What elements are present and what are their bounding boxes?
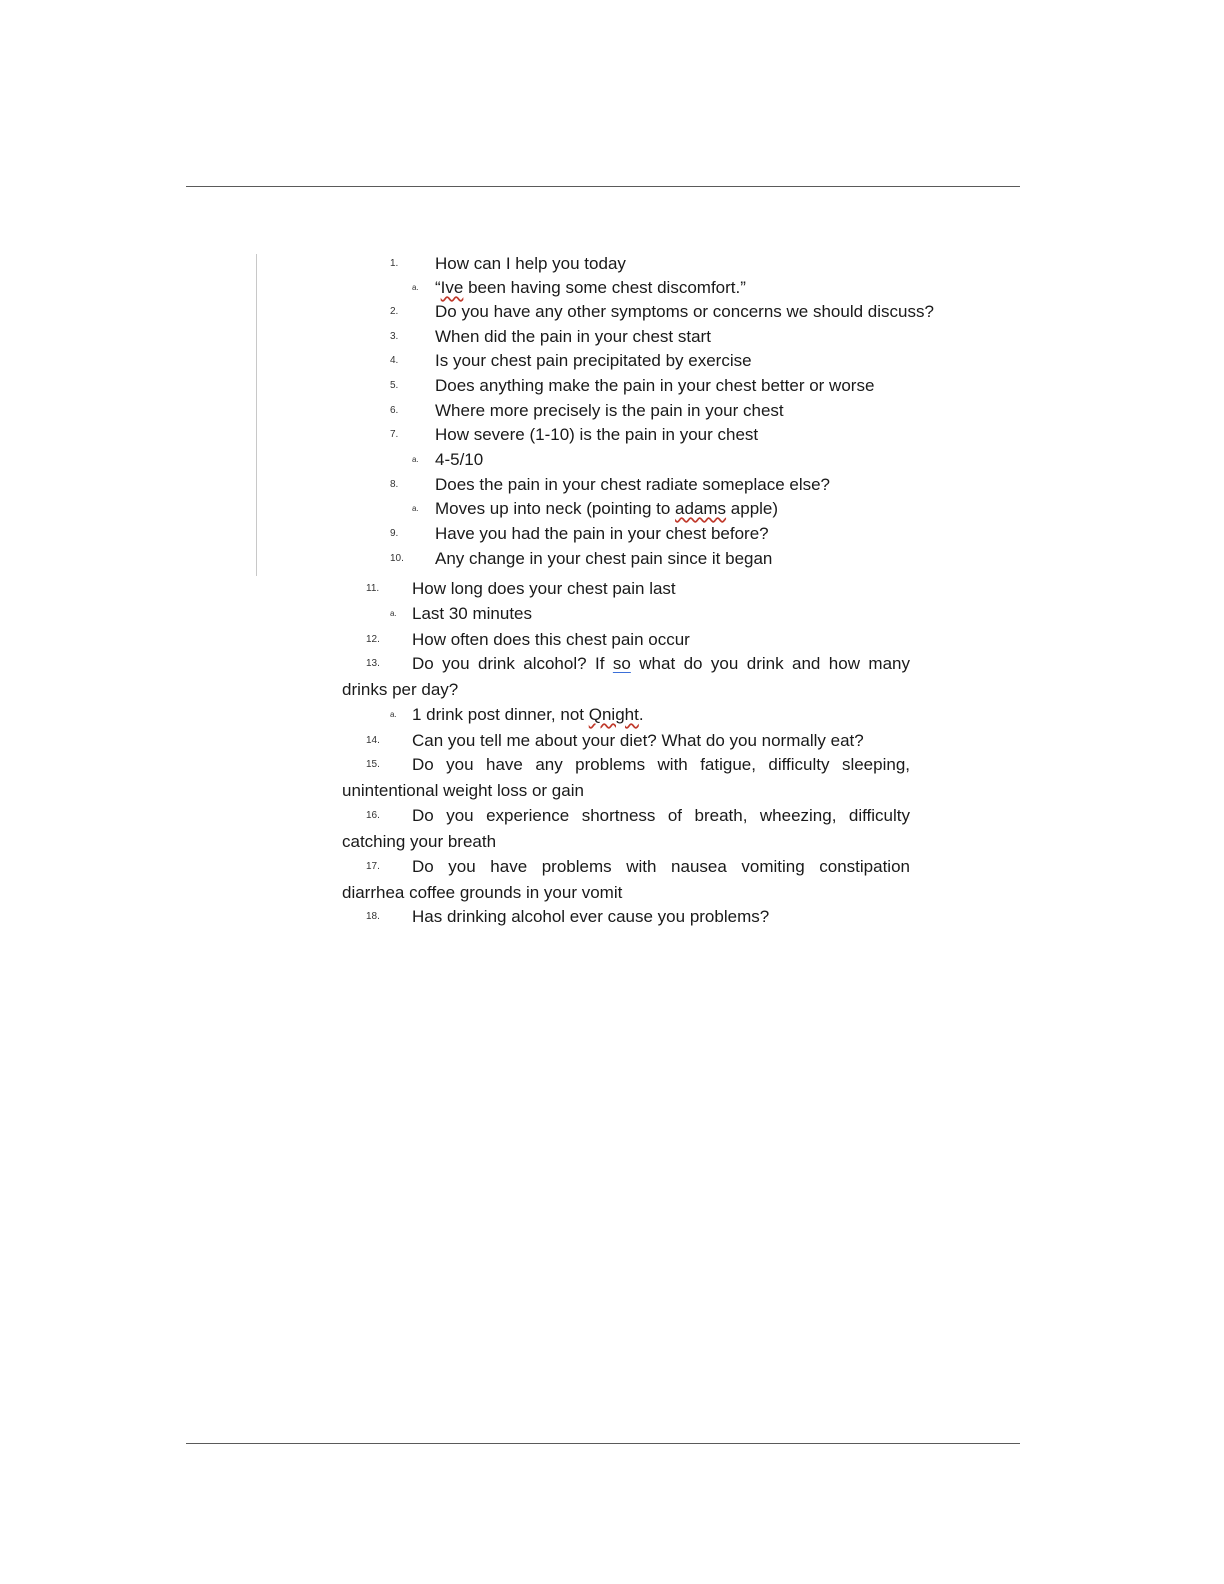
- spellcheck-word: Qnight: [588, 705, 639, 724]
- item-number: 4.: [390, 355, 399, 366]
- item-number: 10.: [390, 553, 404, 564]
- item-number: 1.: [390, 258, 399, 269]
- footer-rule: [186, 1443, 1020, 1444]
- sub-item-letter: a.: [412, 504, 419, 513]
- item-number: 13.: [366, 658, 380, 669]
- question-continuation: unintentional weight loss or gain: [342, 780, 584, 800]
- item-number: 11.: [366, 583, 380, 594]
- question-text: Where more precisely is the pain in your chest: [435, 401, 784, 420]
- question-block: 17. Do you have problems with nausea vomiting constipation diarrhea coffee grounds in your vomit: [342, 854, 910, 905]
- item-number: 16.: [366, 810, 380, 821]
- answer-text: 1 drink post dinner, not Qnight.: [412, 705, 644, 724]
- item-number: 15.: [366, 759, 380, 770]
- item-number: 9.: [390, 528, 399, 539]
- question-continuation: drinks per day?: [342, 679, 459, 699]
- question-text: Does the pain in your chest radiate someplace else?: [435, 475, 831, 494]
- item-number: 17.: [366, 861, 380, 872]
- question-text: Have you had the pain in your chest before?: [435, 524, 769, 543]
- item-number: 5.: [390, 380, 399, 391]
- question-continuation: diarrhea coffee grounds in your vomit: [342, 882, 623, 902]
- spellcheck-word: adams: [675, 499, 727, 518]
- question-text: Can you tell me about your diet? What do you normally eat?: [412, 731, 864, 750]
- item-number: 8.: [390, 479, 399, 490]
- sub-item-letter: a.: [390, 609, 397, 618]
- question-text: When did the pain in your chest start: [435, 327, 711, 346]
- answer-text: 4-5/10: [435, 450, 484, 469]
- question-block: 13. Do you drink alcohol? If so what do you drink and how many drinks per day?: [342, 651, 910, 702]
- question-text: Has drinking alcohol ever cause you problems?: [412, 907, 770, 926]
- question-text: How can I help you today: [435, 254, 626, 273]
- question-text: Do you have any other symptoms or concerns we should discuss?: [435, 302, 934, 321]
- question-text: How severe (1-10) is the pain in your chest: [435, 425, 759, 444]
- spellcheck-word: Ive: [440, 278, 464, 297]
- sub-item-letter: a.: [390, 710, 397, 719]
- item-number: 3.: [390, 331, 399, 342]
- question-block: 16. Do you experience shortness of breath, wheezing, difficulty catching your breath: [342, 803, 910, 854]
- question-text: Any change in your chest pain since it began: [435, 549, 773, 568]
- sub-item-letter: a.: [412, 283, 419, 292]
- item-number: 2.: [390, 306, 399, 317]
- item-number: 18.: [366, 911, 380, 922]
- margin-bar: [256, 254, 257, 576]
- question-text: Is your chest pain precipitated by exercise: [435, 351, 752, 370]
- header-rule: [186, 186, 1020, 187]
- grammar-word: so: [612, 654, 631, 673]
- question-block: 15. Do you have any problems with fatigue, difficulty sleeping, unintentional weight loss or gain: [342, 752, 910, 803]
- answer-text: “Ive been having some chest discomfort.”: [435, 278, 746, 297]
- item-number: 6.: [390, 405, 399, 416]
- answer-text: Last 30 minutes: [412, 604, 533, 623]
- answer-text: Moves up into neck (pointing to adams apple): [435, 499, 779, 518]
- question-text: Does anything make the pain in your chest better or worse: [435, 376, 875, 395]
- item-number: 14.: [366, 735, 380, 746]
- sub-item-letter: a.: [412, 455, 419, 464]
- question-continuation: catching your breath: [342, 831, 497, 851]
- item-number: 7.: [390, 429, 399, 440]
- item-number: 12.: [366, 634, 380, 645]
- question-text: How long does your chest pain last: [412, 579, 676, 598]
- question-text: How often does this chest pain occur: [412, 630, 690, 649]
